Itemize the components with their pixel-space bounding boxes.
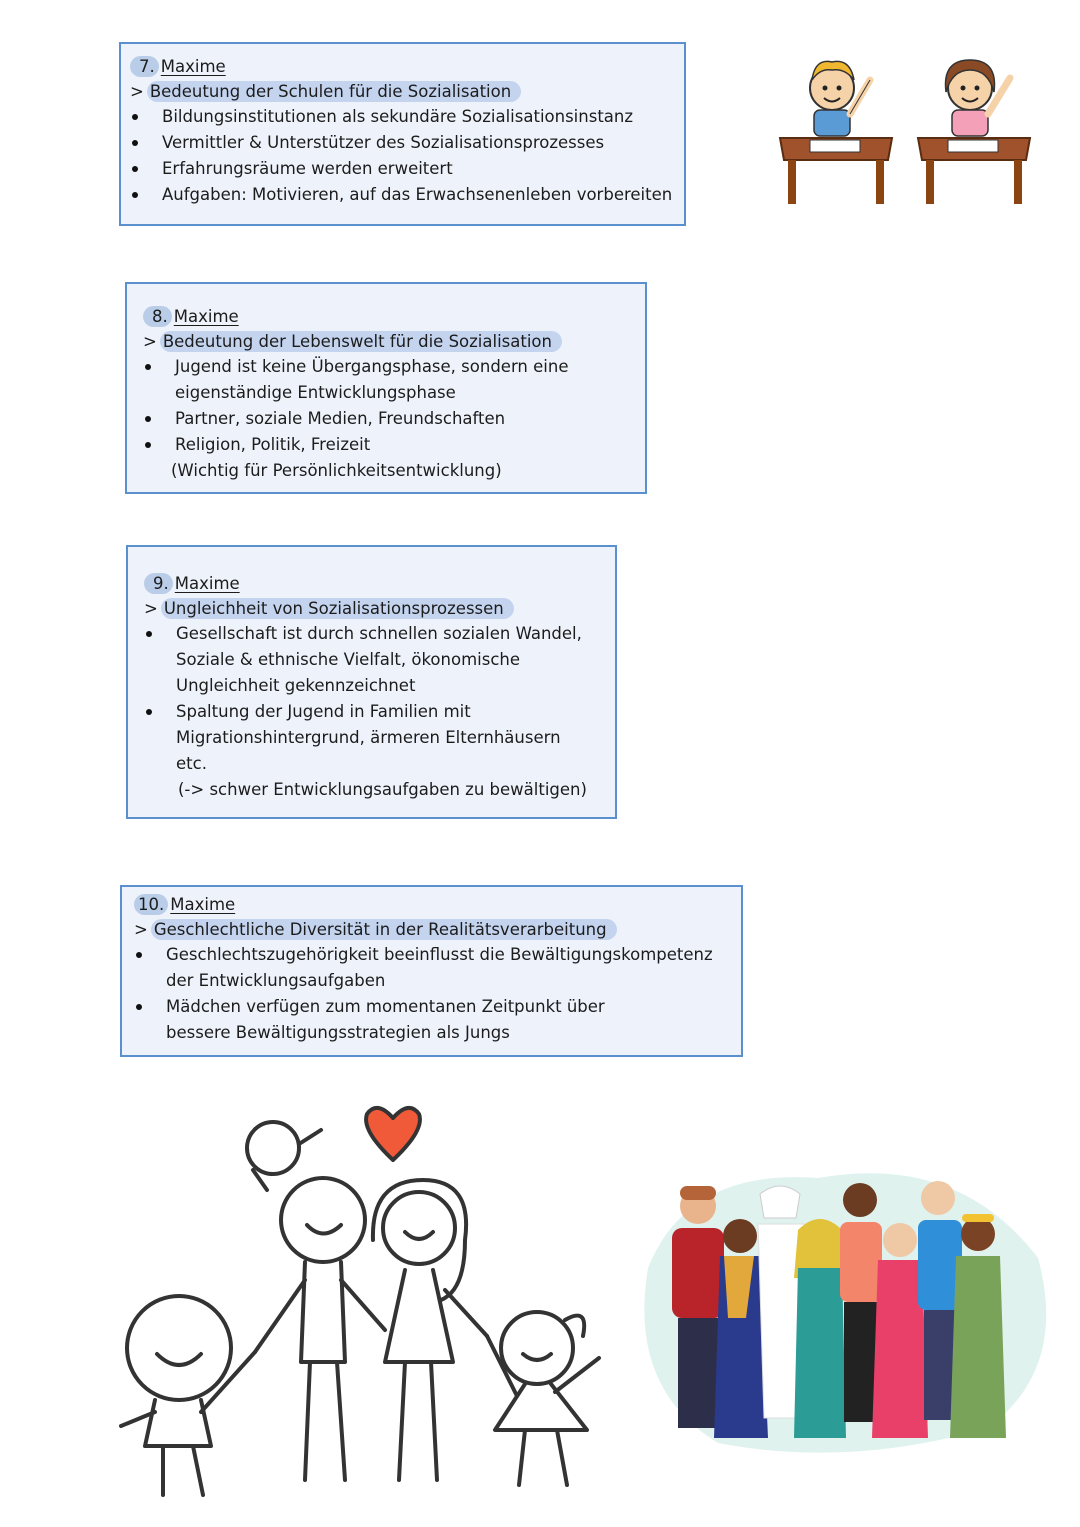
bullet-list: [134, 942, 734, 1046]
card-title: Maxime: [174, 573, 240, 593]
diverse-people-illustration: [628, 1148, 1054, 1460]
subtitle-highlight: Geschlechtliche Diversität in der Realitätsverarbeitung: [151, 919, 617, 940]
boy-student-icon: [810, 61, 870, 136]
card-subtitle: > Ungleichheit von Sozialisationsprozessen: [144, 595, 605, 621]
card-heading: [134, 892, 735, 916]
bullet-list: [130, 104, 674, 208]
card-title: Maxime: [173, 306, 239, 326]
subtitle-highlight: Ungleichheit von Sozialisationsprozessen: [161, 598, 514, 619]
family-line-drawing-illustration: [105, 1100, 625, 1500]
card-heading: [130, 54, 674, 78]
card-heading: [143, 304, 635, 328]
list-item: Spaltung der Jugend in Familien mit Migrationshintergrund, ärmeren Elternhäusern etc.: [144, 699, 596, 777]
maxime-card-9: [126, 545, 617, 819]
students-at-desks-illustration: [770, 50, 1035, 210]
list-item: Bildungsinstitutionen als sekundäre Sozialisationsinstanz: [130, 104, 674, 130]
card-number: 8.: [143, 306, 172, 327]
bullet-list: [144, 621, 596, 777]
maxime-card-7: [119, 42, 686, 226]
list-item: Gesellschaft ist durch schnellen sozialen Wandel, Soziale & ethnische Vielfalt, ökonomische Ungleichheit gekennzeichnet: [144, 621, 596, 699]
person-icon: [794, 1219, 846, 1438]
list-item: Mädchen verfügen zum momentanen Zeitpunkt über bessere Bewältigungsstrategien als Jungs: [134, 994, 734, 1046]
card-note: (-> schwer Entwicklungsaufgaben zu bewältigen): [178, 780, 587, 799]
heart-icon: [366, 1108, 420, 1160]
card-number: 9.: [144, 573, 173, 594]
card-heading: [144, 571, 605, 595]
card-title: Maxime: [160, 56, 226, 76]
list-item: Jugend ist keine Übergangsphase, sondern eine eigenständige Entwicklungsphase: [143, 354, 613, 406]
list-item: Religion, Politik, Freizeit: [143, 432, 613, 458]
subtitle-highlight: Bedeutung der Schulen für die Sozialisation: [147, 81, 521, 102]
list-item: Partner, soziale Medien, Freundschaften: [143, 406, 613, 432]
maxime-card-10: [120, 885, 743, 1057]
card-note: (Wichtig für Persönlichkeitsentwicklung): [171, 461, 502, 480]
list-item: Aufgaben: Motivieren, auf das Erwachsenenleben vorbereiten: [130, 182, 674, 208]
list-item: Geschlechtszugehörigkeit beeinflusst die Bewältigungskompetenz der Entwicklungsaufgaben: [134, 942, 734, 994]
card-subtitle: > Bedeutung der Schulen für die Sozialisation: [130, 78, 674, 104]
subtitle-highlight: Bedeutung der Lebenswelt für die Sozialisation: [160, 331, 562, 352]
bullet-list: [143, 354, 613, 458]
card-subtitle: > Geschlechtliche Diversität in der Realitätsverarbeitung: [134, 916, 735, 942]
card-title: Maxime: [170, 894, 236, 914]
desk-icon: [780, 138, 1030, 204]
girl-student-icon: [946, 60, 1011, 136]
maxime-card-8: [125, 282, 647, 494]
card-number: 10.: [134, 894, 168, 915]
card-number: 7.: [130, 56, 159, 77]
list-item: Vermittler & Unterstützer des Sozialisationsprozesses: [130, 130, 674, 156]
card-subtitle: > Bedeutung der Lebenswelt für die Sozialisation: [143, 328, 635, 354]
list-item: Erfahrungsräume werden erweitert: [130, 156, 674, 182]
